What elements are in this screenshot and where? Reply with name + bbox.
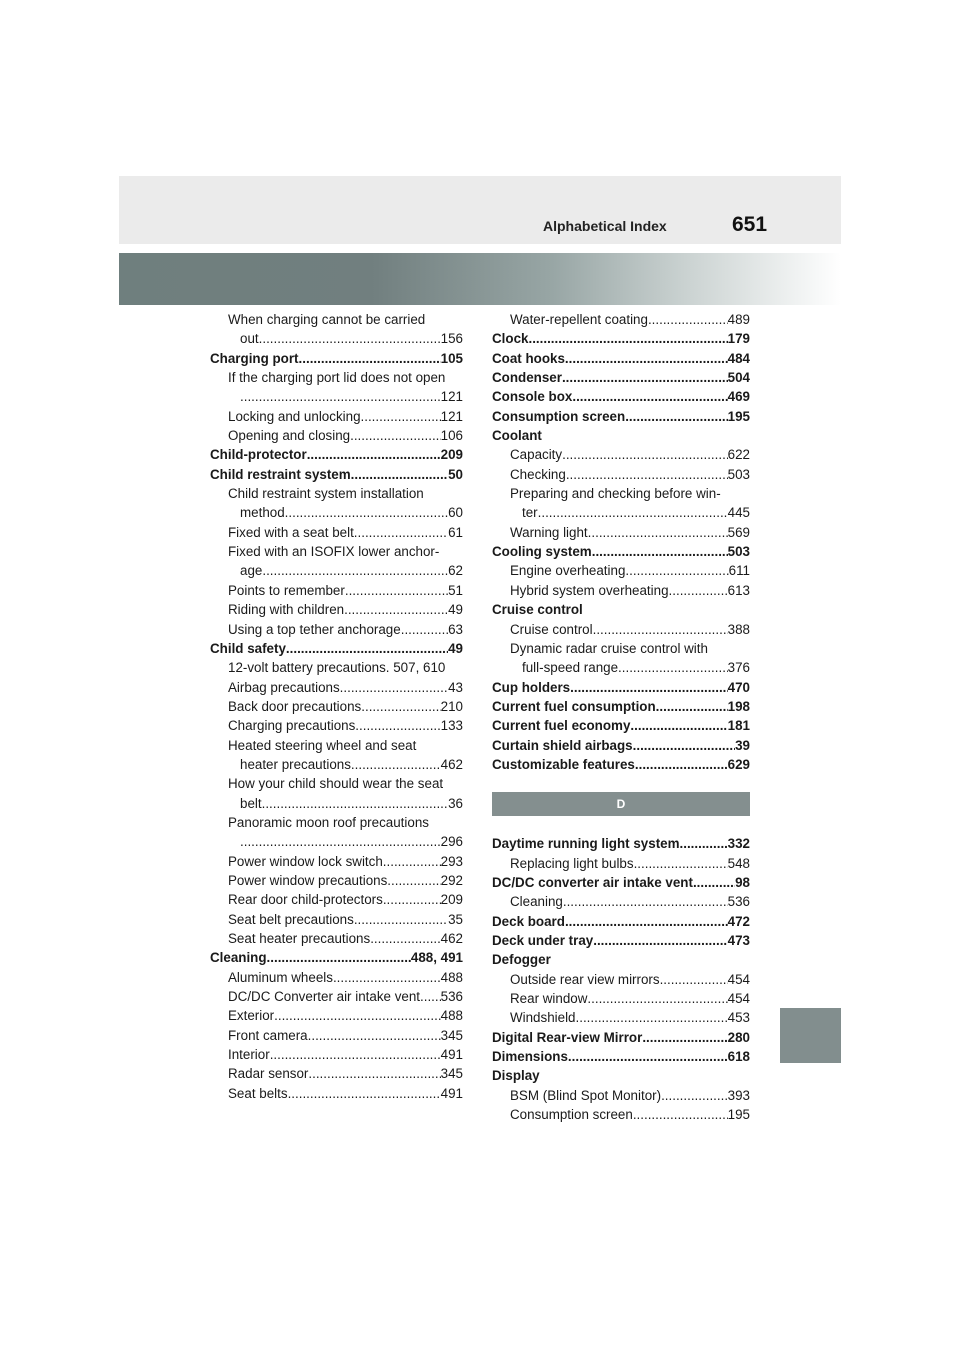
index-entry-main bbox=[492, 1028, 750, 1047]
index-entry-main bbox=[492, 834, 750, 853]
entry-page-number: 209 bbox=[440, 892, 463, 908]
entry-page-number: 484 bbox=[727, 350, 750, 366]
entry-label: Customizable features bbox=[492, 756, 635, 772]
entry-label: Cleaning bbox=[510, 894, 563, 910]
dot-leader bbox=[566, 465, 728, 484]
entry-label: Using a top tether anchorage bbox=[228, 621, 401, 637]
index-entry-sub bbox=[210, 329, 463, 348]
dot-leader bbox=[565, 912, 728, 931]
index-entry-sub bbox=[210, 561, 463, 580]
index-entry-sub bbox=[492, 310, 750, 329]
dot-leader bbox=[350, 426, 441, 445]
entry-page-number: 445 bbox=[727, 505, 750, 521]
entry-label: Console box bbox=[492, 389, 573, 405]
entry-page-number: 488, 491 bbox=[410, 950, 463, 966]
dot-leader bbox=[345, 581, 448, 600]
index-entry-main bbox=[492, 387, 750, 406]
entry-label: Child safety bbox=[210, 640, 286, 656]
index-entry-sub bbox=[210, 852, 463, 871]
entry-label: Locking and unlocking bbox=[228, 408, 361, 424]
entry-label: Riding with children bbox=[228, 602, 345, 618]
dot-leader bbox=[562, 368, 728, 387]
dot-leader bbox=[592, 542, 728, 561]
dot-leader bbox=[286, 639, 448, 658]
dot-leader bbox=[669, 581, 728, 600]
entry-page-number: 62 bbox=[448, 563, 463, 579]
index-entry-sub bbox=[210, 581, 463, 600]
dot-leader bbox=[633, 736, 735, 755]
entry-label: Panoramic moon roof precautions bbox=[228, 814, 429, 830]
index-entry-sub bbox=[210, 600, 463, 619]
index-entry-sub bbox=[210, 620, 463, 639]
index-entry-sub bbox=[210, 407, 463, 426]
index-entry-sub bbox=[210, 1084, 463, 1103]
index-entry-main bbox=[492, 349, 750, 368]
index-entry-sub bbox=[492, 892, 750, 911]
index-entry-main bbox=[492, 697, 750, 716]
index-entry-sub bbox=[492, 484, 750, 503]
entry-label: Checking bbox=[510, 466, 566, 482]
dot-leader bbox=[572, 387, 727, 406]
entry-label: Radar sensor bbox=[228, 1066, 309, 1082]
index-entry-sub bbox=[210, 1006, 463, 1025]
dot-leader bbox=[401, 620, 448, 639]
index-entry-main bbox=[492, 912, 750, 931]
entry-label: If the charging port lid does not open bbox=[228, 370, 446, 386]
entry-label: belt bbox=[240, 795, 262, 811]
dot-leader bbox=[262, 794, 449, 813]
index-entry-main bbox=[492, 931, 750, 950]
entry-page-number: 105 bbox=[440, 350, 463, 366]
index-entry-sub bbox=[210, 794, 463, 813]
entry-label: 12-volt battery precautions. 507, 610 bbox=[228, 660, 446, 676]
entry-label: Consumption screen bbox=[492, 408, 626, 424]
index-entry-sub bbox=[210, 832, 463, 851]
entry-page-number: 536 bbox=[440, 989, 463, 1005]
index-column-right bbox=[492, 310, 750, 1124]
index-entry-main bbox=[210, 948, 463, 967]
index-entry-main bbox=[492, 329, 750, 348]
index-entry-sub bbox=[492, 970, 750, 989]
entry-page-number: 345 bbox=[440, 1066, 463, 1082]
dot-leader bbox=[635, 755, 728, 774]
entry-page-number: 629 bbox=[727, 756, 750, 772]
entry-page-number: 469 bbox=[727, 389, 750, 405]
entry-page-number: 489 bbox=[727, 312, 750, 327]
dot-leader bbox=[661, 1086, 728, 1105]
index-entry-sub bbox=[492, 639, 750, 658]
entry-page-number: 98 bbox=[735, 874, 750, 890]
entry-label: Seat heater precautions bbox=[228, 931, 371, 946]
entry-page-number: 488 bbox=[440, 969, 463, 985]
entry-page-number: 49 bbox=[448, 640, 463, 656]
index-entry-sub bbox=[210, 658, 463, 677]
entry-page-number: 195 bbox=[727, 408, 750, 424]
index-entry-sub bbox=[210, 310, 463, 329]
entry-label: Power window lock switch bbox=[228, 853, 383, 869]
entry-page-number: 195 bbox=[727, 1107, 750, 1123]
entry-page-number: 36 bbox=[448, 795, 463, 811]
entry-page-number: 121 bbox=[440, 408, 463, 424]
index-entry-sub bbox=[492, 445, 750, 464]
entry-page-number: 622 bbox=[727, 447, 750, 463]
dot-leader bbox=[587, 989, 727, 1008]
entry-label: method bbox=[240, 505, 285, 521]
index-group-c bbox=[492, 310, 750, 774]
dot-leader bbox=[568, 1047, 728, 1066]
entry-page-number: 280 bbox=[727, 1029, 750, 1045]
section-header-d: D bbox=[492, 792, 750, 816]
entry-page-number: 491 bbox=[440, 1085, 463, 1101]
entry-label: Daytime running light system bbox=[492, 836, 680, 852]
entry-label: Child restraint system bbox=[210, 466, 351, 482]
dot-leader bbox=[354, 523, 448, 542]
entry-label: Opening and closing bbox=[228, 428, 351, 444]
index-entry-sub bbox=[492, 1086, 750, 1105]
index-entry-sub bbox=[492, 465, 750, 484]
dot-leader bbox=[565, 349, 728, 368]
dot-leader bbox=[420, 987, 441, 1006]
dot-leader bbox=[538, 503, 728, 522]
dot-leader bbox=[299, 349, 441, 368]
entry-page-number: 50 bbox=[448, 466, 463, 482]
entry-label: Water-repellent coating bbox=[510, 312, 648, 327]
entry-label: Outside rear view mirrors bbox=[510, 971, 660, 987]
entry-page-number: 536 bbox=[727, 894, 750, 910]
dot-leader bbox=[588, 523, 728, 542]
dot-leader bbox=[387, 871, 440, 890]
index-entry-sub bbox=[210, 813, 463, 832]
index-entry-sub bbox=[210, 387, 463, 406]
entry-label: Exterior bbox=[228, 1008, 275, 1024]
index-entry-sub bbox=[210, 542, 463, 561]
entry-page-number: 503 bbox=[727, 544, 750, 560]
dot-leader bbox=[344, 600, 448, 619]
entry-label: Charging precautions bbox=[228, 718, 356, 734]
entry-page-number: 470 bbox=[727, 679, 750, 695]
index-entry-sub bbox=[210, 503, 463, 522]
entry-label: Interior bbox=[228, 1047, 270, 1063]
dot-leader bbox=[259, 329, 441, 348]
entry-page-number: 503 bbox=[727, 466, 750, 482]
entry-label: How your child should wear the seat bbox=[228, 776, 444, 792]
entry-page-number: 569 bbox=[727, 524, 750, 540]
page-title: Alphabetical Index bbox=[543, 218, 667, 234]
dot-leader bbox=[240, 832, 441, 851]
entry-page-number: 210 bbox=[440, 698, 463, 714]
index-entry-main bbox=[492, 1066, 750, 1085]
entry-label: Child-protector bbox=[210, 447, 307, 463]
entry-page-number: 61 bbox=[448, 524, 463, 540]
entry-page-number: 388 bbox=[727, 621, 750, 637]
index-entry-main bbox=[492, 1047, 750, 1066]
index-entry-main bbox=[210, 349, 463, 368]
index-entry-sub bbox=[210, 484, 463, 503]
dot-leader bbox=[361, 407, 441, 426]
index-entry-main bbox=[210, 445, 463, 464]
index-entry-sub bbox=[210, 871, 463, 890]
index-entry-sub bbox=[492, 561, 750, 580]
dot-leader bbox=[307, 445, 441, 464]
entry-label: DC/DC Converter air intake vent bbox=[228, 989, 421, 1005]
dot-leader bbox=[340, 678, 448, 697]
entry-page-number: 292 bbox=[440, 872, 463, 888]
entry-page-number: 548 bbox=[727, 855, 750, 871]
entry-label: Defogger bbox=[492, 952, 551, 968]
entry-label: Aluminum wheels bbox=[228, 969, 333, 985]
entry-label: Cup holders bbox=[492, 679, 571, 695]
entry-label: Deck under tray bbox=[492, 932, 594, 948]
index-entry-sub bbox=[210, 523, 463, 542]
entry-label: Rear window bbox=[510, 991, 588, 1006]
dot-leader bbox=[642, 1028, 727, 1047]
page-number: 651 bbox=[732, 213, 768, 236]
entry-page-number: 209 bbox=[440, 447, 463, 463]
entry-label: Cleaning bbox=[210, 950, 267, 966]
index-entry-sub bbox=[210, 774, 463, 793]
dot-leader bbox=[656, 697, 728, 716]
entry-page-number: 63 bbox=[448, 621, 463, 637]
index-entry-sub bbox=[210, 929, 463, 948]
entry-label: Dimensions bbox=[492, 1049, 568, 1065]
index-entry-sub bbox=[492, 620, 750, 639]
dot-leader bbox=[240, 387, 441, 406]
entry-label: Seat belts bbox=[228, 1085, 288, 1101]
dot-leader bbox=[593, 620, 728, 639]
index-entry-sub bbox=[492, 989, 750, 1008]
entry-page-number: 613 bbox=[727, 582, 750, 598]
dot-leader bbox=[625, 561, 728, 580]
index-entry-main bbox=[492, 755, 750, 774]
dot-leader bbox=[563, 892, 728, 911]
entry-label: Charging port bbox=[210, 350, 299, 366]
entry-page-number: 106 bbox=[440, 428, 463, 444]
dot-leader bbox=[270, 1045, 441, 1064]
dot-leader bbox=[351, 465, 448, 484]
entry-page-number: 488 bbox=[440, 1008, 463, 1024]
dot-leader bbox=[370, 929, 440, 948]
index-entry-sub bbox=[210, 426, 463, 445]
dot-leader bbox=[633, 1105, 728, 1124]
entry-page-number: 454 bbox=[727, 991, 750, 1006]
entry-page-number: 51 bbox=[448, 582, 463, 598]
entry-label: Rear door child-protectors bbox=[228, 892, 383, 908]
entry-page-number: 133 bbox=[440, 718, 463, 734]
index-entry-main bbox=[492, 716, 750, 735]
entry-label: Coat hooks bbox=[492, 350, 565, 366]
dot-leader bbox=[630, 716, 727, 735]
dot-leader bbox=[267, 948, 411, 967]
entry-label: Cruise control bbox=[510, 621, 593, 637]
dot-leader bbox=[593, 931, 727, 950]
entry-label: ter bbox=[522, 505, 538, 521]
dot-leader bbox=[285, 503, 448, 522]
index-entry-main bbox=[492, 950, 750, 969]
index-entry-main bbox=[210, 639, 463, 658]
dot-leader bbox=[618, 658, 728, 677]
index-entry-sub bbox=[210, 1045, 463, 1064]
entry-label: Hybrid system overheating bbox=[510, 582, 669, 598]
dot-leader bbox=[562, 445, 728, 464]
entry-label: heater precautions bbox=[240, 756, 351, 772]
entry-page-number: 453 bbox=[727, 1010, 750, 1026]
entry-label: Dynamic radar cruise control with bbox=[510, 640, 708, 656]
dot-leader bbox=[288, 1084, 441, 1103]
entry-page-number: 60 bbox=[448, 505, 463, 521]
entry-page-number: 376 bbox=[727, 660, 750, 676]
dot-leader bbox=[308, 1026, 441, 1045]
dot-leader bbox=[570, 678, 728, 697]
entry-label: Front camera bbox=[228, 1027, 308, 1043]
dot-leader bbox=[351, 755, 441, 774]
entry-label: Heated steering wheel and seat bbox=[228, 737, 417, 753]
index-entry-sub bbox=[492, 854, 750, 873]
entry-label: Child restraint system installation bbox=[228, 486, 424, 502]
entry-label: Condenser bbox=[492, 370, 562, 386]
index-entry-sub bbox=[210, 755, 463, 774]
index-entry-main bbox=[492, 407, 750, 426]
dot-leader bbox=[693, 873, 735, 892]
entry-label: Cooling system bbox=[492, 544, 592, 560]
entry-page-number: 332 bbox=[727, 836, 750, 852]
entry-label: Preparing and checking before win- bbox=[510, 486, 721, 502]
entry-label: Fixed with an ISOFIX lower anchor- bbox=[228, 544, 440, 560]
index-entry-sub bbox=[492, 503, 750, 522]
entry-page-number: 35 bbox=[448, 911, 463, 927]
dot-leader bbox=[680, 834, 728, 853]
index-entry-main bbox=[492, 426, 750, 445]
entry-label: Curtain shield airbags bbox=[492, 737, 633, 753]
dot-leader bbox=[576, 1008, 728, 1027]
index-entry-sub bbox=[210, 368, 463, 387]
index-entry-sub bbox=[492, 658, 750, 677]
entry-page-number: 472 bbox=[727, 913, 750, 929]
dot-leader bbox=[354, 910, 448, 929]
entry-label: Coolant bbox=[492, 428, 542, 444]
entry-label: Points to remember bbox=[228, 582, 345, 598]
index-group-d bbox=[492, 834, 750, 1124]
index-entry-sub bbox=[210, 1026, 463, 1045]
dot-leader bbox=[634, 854, 728, 873]
index-entry-sub bbox=[210, 890, 463, 909]
entry-page-number: 43 bbox=[448, 679, 463, 695]
index-entry-sub bbox=[492, 1105, 750, 1124]
entry-page-number: 156 bbox=[440, 331, 463, 347]
dot-leader bbox=[262, 561, 448, 580]
dot-leader bbox=[274, 1006, 441, 1025]
index-entry-sub bbox=[210, 968, 463, 987]
index-entry-sub bbox=[492, 523, 750, 542]
entry-page-number: 473 bbox=[727, 932, 750, 948]
entry-page-number: 393 bbox=[727, 1087, 750, 1103]
entry-label: Consumption screen bbox=[510, 1107, 633, 1123]
entry-page-number: 618 bbox=[727, 1049, 750, 1065]
entry-label: Display bbox=[492, 1068, 540, 1084]
index-entry-sub bbox=[210, 910, 463, 929]
entry-label: When charging cannot be carried bbox=[228, 312, 426, 327]
index-entry-main bbox=[210, 465, 463, 484]
index-entry-main bbox=[492, 368, 750, 387]
entry-label: DC/DC converter air intake vent bbox=[492, 874, 693, 890]
entry-page-number: 39 bbox=[735, 737, 750, 753]
index-entry-main bbox=[492, 542, 750, 561]
index-entry-sub bbox=[210, 736, 463, 755]
index-entry-main bbox=[492, 873, 750, 892]
entry-page-number: 181 bbox=[727, 718, 750, 734]
entry-label: Digital Rear-view Mirror bbox=[492, 1029, 643, 1045]
entry-page-number: 296 bbox=[440, 834, 463, 850]
entry-label: BSM (Blind Spot Monitor) bbox=[510, 1087, 662, 1103]
decorative-gradient-band bbox=[119, 253, 841, 305]
index-entry-sub bbox=[492, 581, 750, 600]
index-column-left bbox=[210, 310, 463, 1103]
entry-label: Power window precautions bbox=[228, 872, 388, 888]
index-entry-sub bbox=[210, 716, 463, 735]
entry-label: Warning light bbox=[510, 524, 588, 540]
entry-page-number: 179 bbox=[727, 331, 750, 347]
dot-leader bbox=[660, 970, 728, 989]
index-entry-sub bbox=[492, 1008, 750, 1027]
index-entry-sub bbox=[210, 697, 463, 716]
index-entry-main bbox=[492, 678, 750, 697]
entry-page-number: 345 bbox=[440, 1027, 463, 1043]
entry-label: Capacity bbox=[510, 447, 563, 463]
entry-label: Engine overheating bbox=[510, 563, 626, 579]
dot-leader bbox=[361, 697, 440, 716]
dot-leader bbox=[383, 852, 441, 871]
entry-page-number: 121 bbox=[440, 389, 463, 405]
dot-leader bbox=[383, 890, 441, 909]
dot-leader bbox=[355, 716, 440, 735]
index-entry-sub bbox=[210, 987, 463, 1006]
entry-page-number: 462 bbox=[440, 756, 463, 772]
section-thumb-tab bbox=[780, 1008, 841, 1063]
dot-leader bbox=[625, 407, 727, 426]
entry-page-number: 491 bbox=[440, 1047, 463, 1063]
dot-leader bbox=[308, 1064, 440, 1083]
entry-label: Fixed with a seat belt bbox=[228, 524, 354, 540]
index-entry-sub bbox=[210, 678, 463, 697]
dot-leader bbox=[528, 329, 727, 348]
entry-label: age bbox=[240, 563, 263, 579]
entry-page-number: 454 bbox=[727, 971, 750, 987]
entry-page-number: 611 bbox=[728, 563, 750, 579]
entry-label: Windshield bbox=[510, 1010, 576, 1026]
index-entry-sub bbox=[210, 1064, 463, 1083]
entry-label: Current fuel economy bbox=[492, 718, 631, 734]
entry-label: Cruise control bbox=[492, 602, 583, 618]
entry-page-number: 293 bbox=[440, 853, 463, 869]
entry-page-number: 462 bbox=[440, 931, 463, 946]
entry-label: out bbox=[240, 331, 259, 347]
entry-label: Airbag precautions bbox=[228, 679, 340, 695]
index-entry-main bbox=[492, 600, 750, 619]
entry-page-number: 198 bbox=[727, 698, 750, 714]
entry-label: Back door precautions bbox=[228, 698, 362, 714]
entry-label: Replacing light bulbs bbox=[510, 855, 634, 871]
entry-label: Clock bbox=[492, 331, 529, 347]
entry-page-number: 49 bbox=[448, 602, 463, 618]
entry-label: full-speed range bbox=[522, 660, 619, 676]
index-entry-main bbox=[492, 736, 750, 755]
entry-page-number: 504 bbox=[727, 370, 750, 386]
entry-label: Current fuel consumption bbox=[492, 698, 656, 714]
dot-leader bbox=[333, 968, 441, 987]
dot-leader bbox=[648, 310, 728, 329]
entry-label: Seat belt precautions bbox=[228, 911, 354, 927]
entry-label: Deck board bbox=[492, 913, 565, 929]
